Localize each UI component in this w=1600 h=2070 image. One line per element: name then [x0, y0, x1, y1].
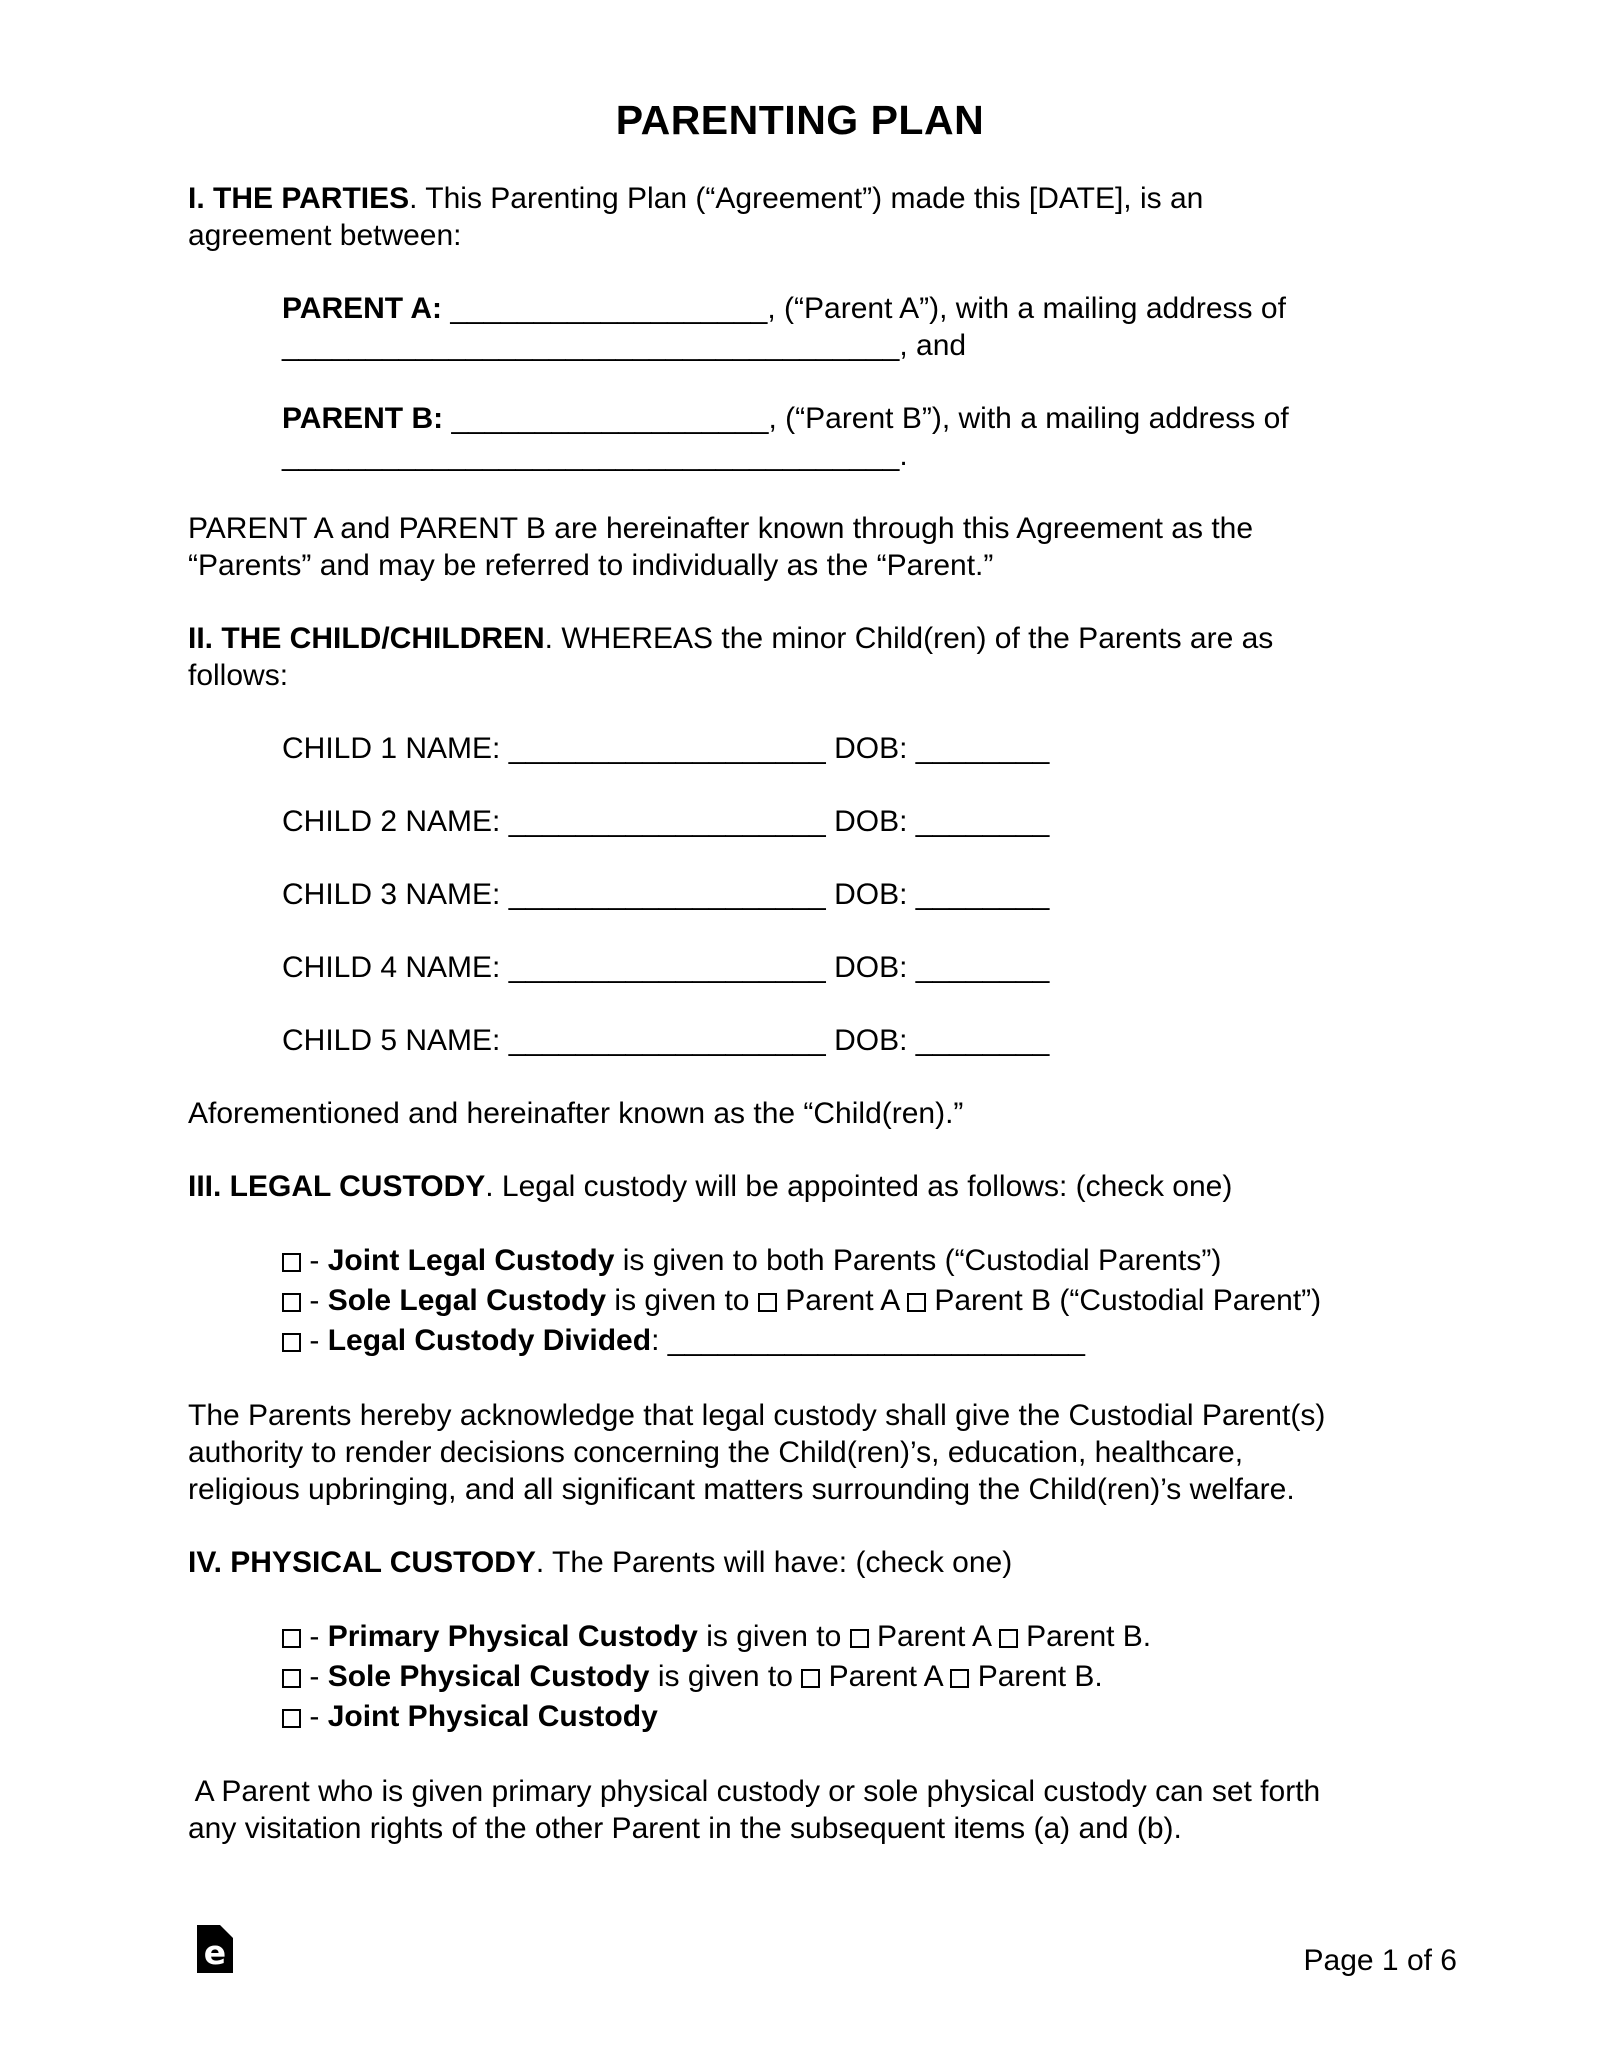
parties-closing	[188, 510, 1412, 584]
sole-physical-custody-checkbox[interactable]	[282, 1669, 301, 1688]
eforms-logo-icon	[197, 1925, 233, 1973]
sole-legal-parent-b-checkbox[interactable]	[907, 1293, 926, 1312]
section-3-heading	[188, 1168, 1412, 1205]
sole-legal-custody-mid: is given to	[614, 1284, 750, 1317]
parent-b-address-blank[interactable]: _____________________________________	[282, 439, 900, 472]
dash: -	[309, 1324, 320, 1357]
child-3-label: CHILD 3 NAME:	[282, 878, 501, 911]
sole-legal-parent-a-checkbox[interactable]	[758, 1293, 777, 1312]
section-3-heading-bold: III. LEGAL CUSTODY	[188, 1170, 486, 1203]
section-2-heading-line2: follows:	[188, 659, 289, 692]
child-5-dob-blank[interactable]: ________	[915, 1024, 1050, 1057]
joint-legal-custody-option	[282, 1241, 1412, 1281]
legal-custody-divided-checkbox[interactable]	[282, 1333, 301, 1352]
parent-b-block	[188, 400, 1412, 474]
child-1-dob-label: DOB:	[834, 732, 908, 765]
parent-b-label: PARENT B:	[282, 402, 444, 435]
child-2-dob-label: DOB:	[834, 805, 908, 838]
sole-physical-parent-b-label: Parent B.	[977, 1660, 1103, 1693]
primary-physical-custody-mid: is given to	[706, 1620, 842, 1653]
child-1-label: CHILD 1 NAME:	[282, 732, 501, 765]
physical-custody-closing	[188, 1773, 1412, 1847]
primary-physical-parent-a-label: Parent A	[876, 1620, 991, 1653]
child-5-name-blank[interactable]: ___________________	[508, 1024, 826, 1057]
child-4-name-blank[interactable]: ___________________	[508, 951, 826, 984]
parent-a-name-blank[interactable]: ___________________	[450, 292, 768, 325]
section-1-heading-line2: agreement between:	[188, 219, 462, 252]
child-4-dob-label: DOB:	[834, 951, 908, 984]
joint-legal-custody-label: Joint Legal Custody	[327, 1244, 615, 1277]
legal-custody-options	[188, 1241, 1412, 1361]
legal-custody-closing-line1: The Parents hereby acknowledge that legal custody shall give the Custodial Parent(s)	[188, 1399, 1326, 1432]
section-4-heading-rest: . The Parents will have: (check one)	[535, 1546, 1013, 1579]
parent-b-rest: , (“Parent B”), with a mailing address of	[768, 402, 1289, 435]
child-1-dob-blank[interactable]: ________	[915, 732, 1050, 765]
legal-custody-divided-blank[interactable]: _________________________	[667, 1324, 1085, 1357]
section-2-heading-bold: II. THE CHILD/CHILDREN	[188, 622, 545, 655]
sole-physical-parent-a-label: Parent A	[828, 1660, 943, 1693]
section-1-heading	[188, 180, 1412, 254]
parties-closing-line1: PARENT A and PARENT B are hereinafter known through this Agreement as the	[188, 512, 1254, 545]
dash: -	[309, 1620, 320, 1653]
legal-custody-divided-option	[282, 1321, 1412, 1361]
child-1-name-blank[interactable]: ___________________	[508, 732, 826, 765]
sole-physical-parent-b-checkbox[interactable]	[950, 1669, 969, 1688]
child-2-dob-blank[interactable]: ________	[915, 805, 1050, 838]
legal-custody-divided-colon: :	[651, 1324, 660, 1357]
primary-physical-custody-option	[282, 1617, 1412, 1657]
physical-custody-closing-line2: any visitation rights of the other Parent in the subsequent items (a) and (b).	[188, 1812, 1182, 1845]
section-1-heading-bold: I. THE PARTIES	[188, 182, 410, 215]
child-3-dob-label: DOB:	[834, 878, 908, 911]
children-closing: Aforementioned and hereinafter known as the “Child(ren).”	[188, 1097, 964, 1130]
legal-custody-divided-label: Legal Custody Divided	[327, 1324, 652, 1357]
parent-b-suffix: .	[899, 439, 908, 472]
child-5-row	[188, 1022, 1412, 1059]
joint-physical-custody-label: Joint Physical Custody	[327, 1700, 658, 1733]
joint-legal-custody-rest: is given to both Parents (“Custodial Parents”)	[622, 1244, 1222, 1277]
sole-legal-custody-checkbox[interactable]	[282, 1293, 301, 1312]
parties-closing-line2: “Parents” and may be referred to individually as the “Parent.”	[188, 549, 994, 582]
section-3-heading-rest: . Legal custody will be appointed as follows: (check one)	[485, 1170, 1233, 1203]
child-4-row	[188, 949, 1412, 986]
physical-custody-options	[188, 1617, 1412, 1737]
section-4-heading-bold: IV. PHYSICAL CUSTODY	[188, 1546, 536, 1579]
primary-physical-parent-a-checkbox[interactable]	[850, 1629, 869, 1648]
parent-a-address-blank[interactable]: _____________________________________	[282, 329, 900, 362]
parent-b-name-blank[interactable]: ___________________	[451, 402, 769, 435]
sole-physical-parent-a-checkbox[interactable]	[801, 1669, 820, 1688]
primary-physical-parent-b-label: Parent B.	[1026, 1620, 1152, 1653]
child-5-dob-label: DOB:	[834, 1024, 908, 1057]
primary-physical-custody-checkbox[interactable]	[282, 1629, 301, 1648]
section-2-heading-rest: . WHEREAS the minor Child(ren) of the Parents are as	[544, 622, 1274, 655]
page-title: PARENTING PLAN	[615, 97, 985, 143]
parent-a-block	[188, 290, 1412, 364]
physical-custody-closing-line1: A Parent who is given primary physical custody or sole physical custody can set forth	[188, 1775, 1321, 1808]
child-3-dob-blank[interactable]: ________	[915, 878, 1050, 911]
primary-physical-custody-label: Primary Physical Custody	[327, 1620, 698, 1653]
legal-custody-closing-line2: authority to render decisions concerning the Child(ren)’s, education, healthcare,	[188, 1436, 1244, 1469]
sole-physical-custody-mid: is given to	[657, 1660, 793, 1693]
child-3-row	[188, 876, 1412, 913]
dash: -	[309, 1660, 320, 1693]
child-3-name-blank[interactable]: ___________________	[508, 878, 826, 911]
sole-physical-custody-label: Sole Physical Custody	[327, 1660, 650, 1693]
legal-custody-closing-line3: religious upbringing, and all significant matters surrounding the Child(ren)’s welfare.	[188, 1473, 1295, 1506]
sole-legal-custody-option	[282, 1281, 1412, 1321]
joint-legal-custody-checkbox[interactable]	[282, 1253, 301, 1272]
joint-physical-custody-checkbox[interactable]	[282, 1709, 301, 1728]
parent-a-rest: , (“Parent A”), with a mailing address of	[767, 292, 1286, 325]
sole-physical-custody-option	[282, 1657, 1412, 1697]
child-1-row	[188, 730, 1412, 767]
sole-legal-custody-label: Sole Legal Custody	[327, 1284, 607, 1317]
primary-physical-parent-b-checkbox[interactable]	[999, 1629, 1018, 1648]
sole-legal-parent-b-label: Parent B (“Custodial Parent”)	[934, 1284, 1322, 1317]
sole-legal-parent-a-label: Parent A	[785, 1284, 899, 1317]
parent-a-label: PARENT A:	[282, 292, 442, 325]
section-1-heading-rest: . This Parenting Plan (“Agreement”) made this [DATE], is an	[409, 182, 1204, 215]
child-2-row	[188, 803, 1412, 840]
eforms-logo-letter: e	[203, 1932, 227, 1972]
section-4-heading	[188, 1544, 1412, 1581]
child-4-label: CHILD 4 NAME:	[282, 951, 501, 984]
page-number: Page 1 of 6	[1303, 1944, 1457, 1977]
joint-physical-custody-option	[282, 1697, 1412, 1737]
child-5-label: CHILD 5 NAME:	[282, 1024, 501, 1057]
child-4-dob-blank[interactable]: ________	[915, 951, 1050, 984]
dash: -	[309, 1700, 320, 1733]
legal-custody-closing	[188, 1397, 1412, 1508]
child-2-label: CHILD 2 NAME:	[282, 805, 501, 838]
dash: -	[309, 1244, 320, 1277]
section-2-heading	[188, 620, 1412, 694]
child-2-name-blank[interactable]: ___________________	[508, 805, 826, 838]
dash: -	[309, 1284, 320, 1317]
parent-a-suffix: , and	[899, 329, 967, 362]
